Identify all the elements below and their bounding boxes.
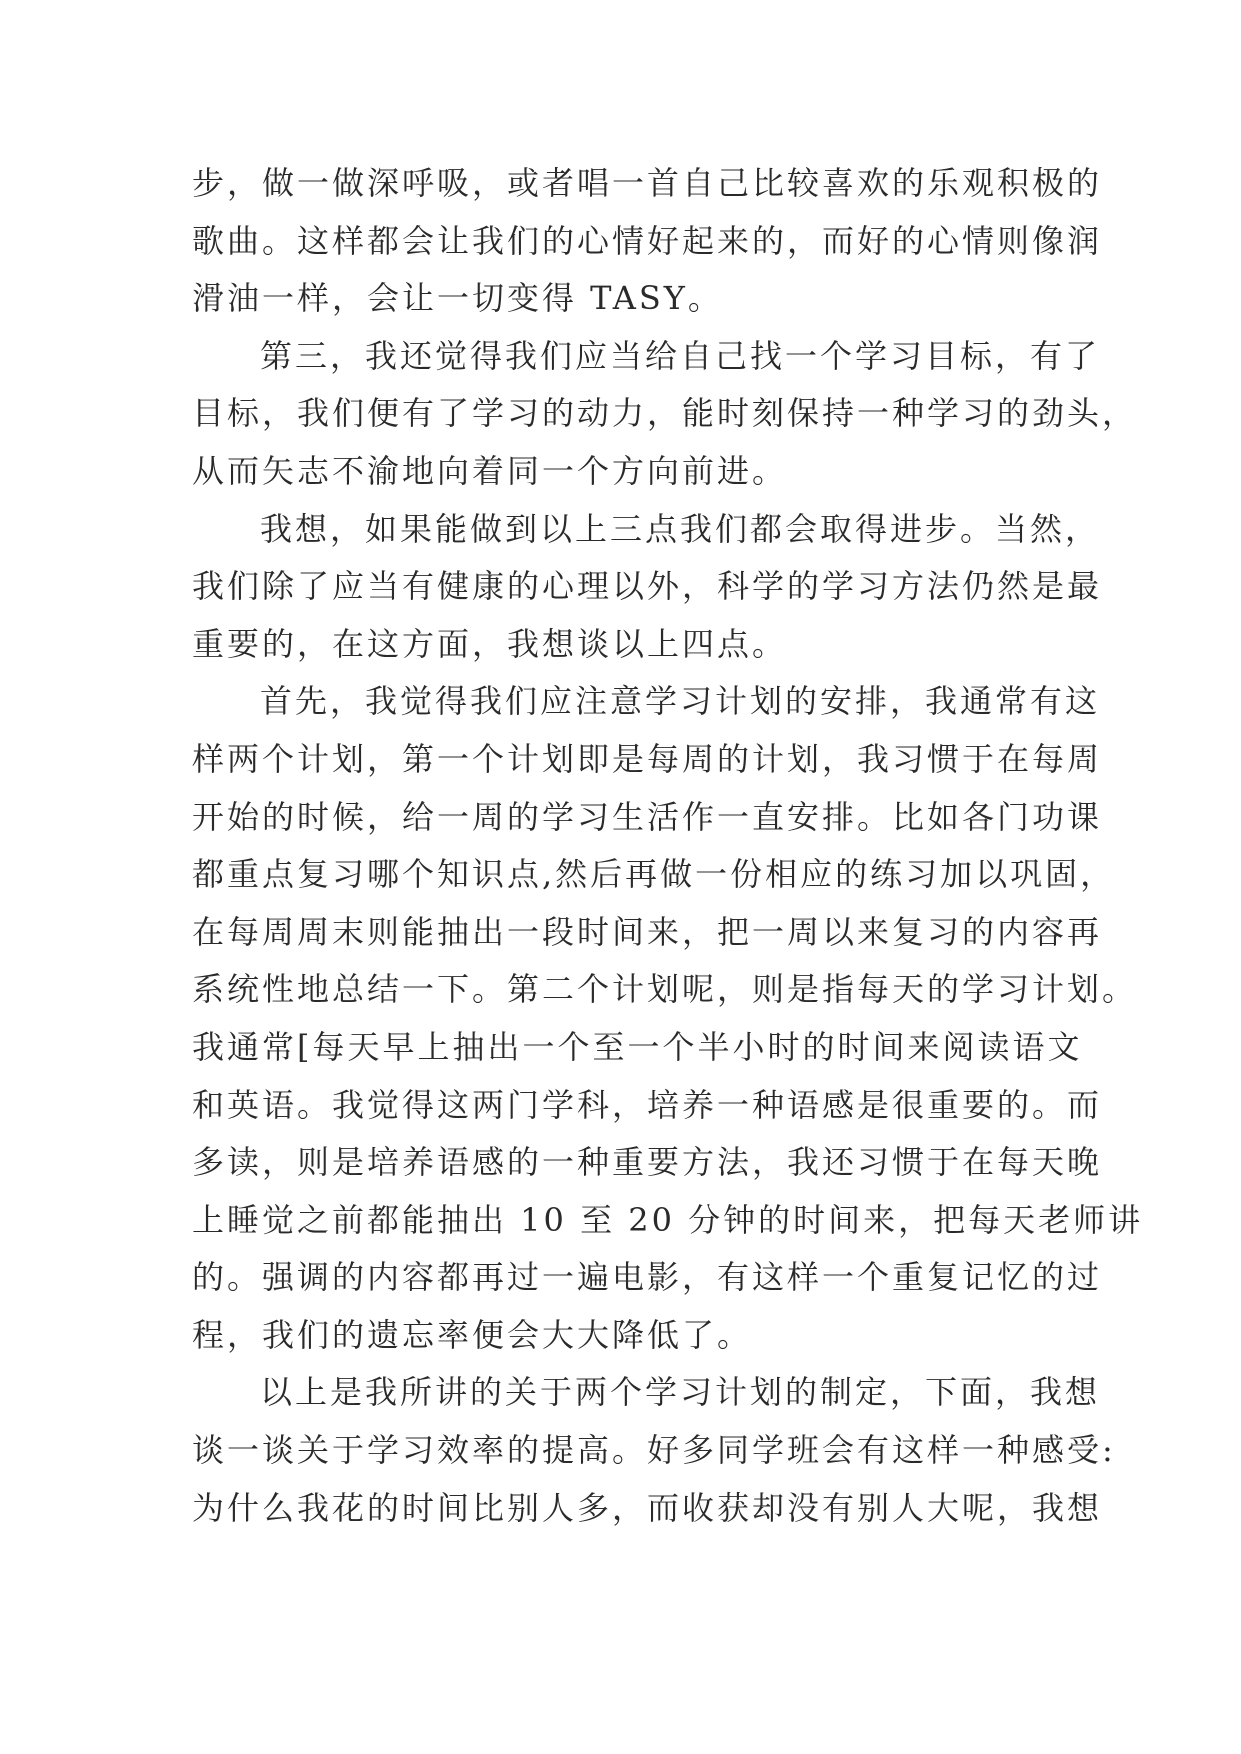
text-line: 第三，我还觉得我们应当给自己找一个学习目标，有了 bbox=[260, 336, 1101, 375]
text-line: 步，做一做深呼吸，或者唱一首自己比较喜欢的乐观积极的 bbox=[192, 164, 1103, 202]
text-line: 滑油一样，会让一切变得 TASY。 bbox=[192, 279, 723, 318]
text-line: 目标，我们便有了学习的动力，能时刻保持一种学习的劲头， bbox=[192, 394, 1138, 433]
text-line: 都重点复习哪个知识点,然后再做一份相应的练习加以巩固， bbox=[192, 855, 1116, 894]
text-line: 开始的时候，给一周的学习生活作一直安排。比如各门功课 bbox=[192, 797, 1103, 836]
text-line: 在每周周末则能抽出一段时间来，把一周以来复习的内容再 bbox=[192, 912, 1103, 951]
text-line: 上睡觉之前都能抽出 10 至 20 分钟的时间来，把每天老师讲 bbox=[192, 1200, 1144, 1239]
text-line: 以上是我所讲的关于两个学习计划的制定，下面，我想 bbox=[260, 1373, 1101, 1412]
text-line: 和英语。我觉得这两门学科，培养一种语感是很重要的。而 bbox=[192, 1085, 1103, 1124]
text-line: 我通常[每天早上抽出一个至一个半小时的时间来阅读语文 bbox=[192, 1027, 1083, 1066]
text-line: 谈一谈关于学习效率的提高。好多同学班会有这样一种感受: bbox=[192, 1431, 1116, 1470]
text-line: 我们除了应当有健康的心理以外，科学的学习方法仍然是最 bbox=[192, 567, 1103, 606]
text-line: 歌曲。这样都会让我们的心情好起来的，而好的心情则像润 bbox=[192, 221, 1103, 260]
text-line: 为什么我花的时间比别人多，而收获却没有别人大呢，我想 bbox=[192, 1488, 1103, 1527]
text-line: 多读，则是培养语感的一种重要方法，我还习惯于在每天晚 bbox=[192, 1143, 1103, 1182]
text-line: 我想，如果能做到以上三点我们都会取得进步。当然， bbox=[260, 509, 1101, 548]
text-line: 重要的，在这方面，我想谈以上四点。 bbox=[192, 624, 788, 663]
text-line: 程，我们的遗忘率便会大大降低了。 bbox=[192, 1315, 753, 1354]
text-line: 系统性地总结一下。第二个计划呢，则是指每天的学习计划。 bbox=[192, 970, 1138, 1009]
text-line: 的。强调的内容都再过一遍电影，有这样一个重复记忆的过 bbox=[192, 1258, 1103, 1297]
text-line: 从而矢志不渝地向着同一个方向前进。 bbox=[192, 451, 788, 490]
text-line: 样两个计划，第一个计划即是每周的计划，我习惯于在每周 bbox=[192, 739, 1103, 778]
text-line: 首先，我觉得我们应注意学习计划的安排，我通常有这 bbox=[260, 682, 1101, 721]
body-text bbox=[192, 155, 1144, 1537]
